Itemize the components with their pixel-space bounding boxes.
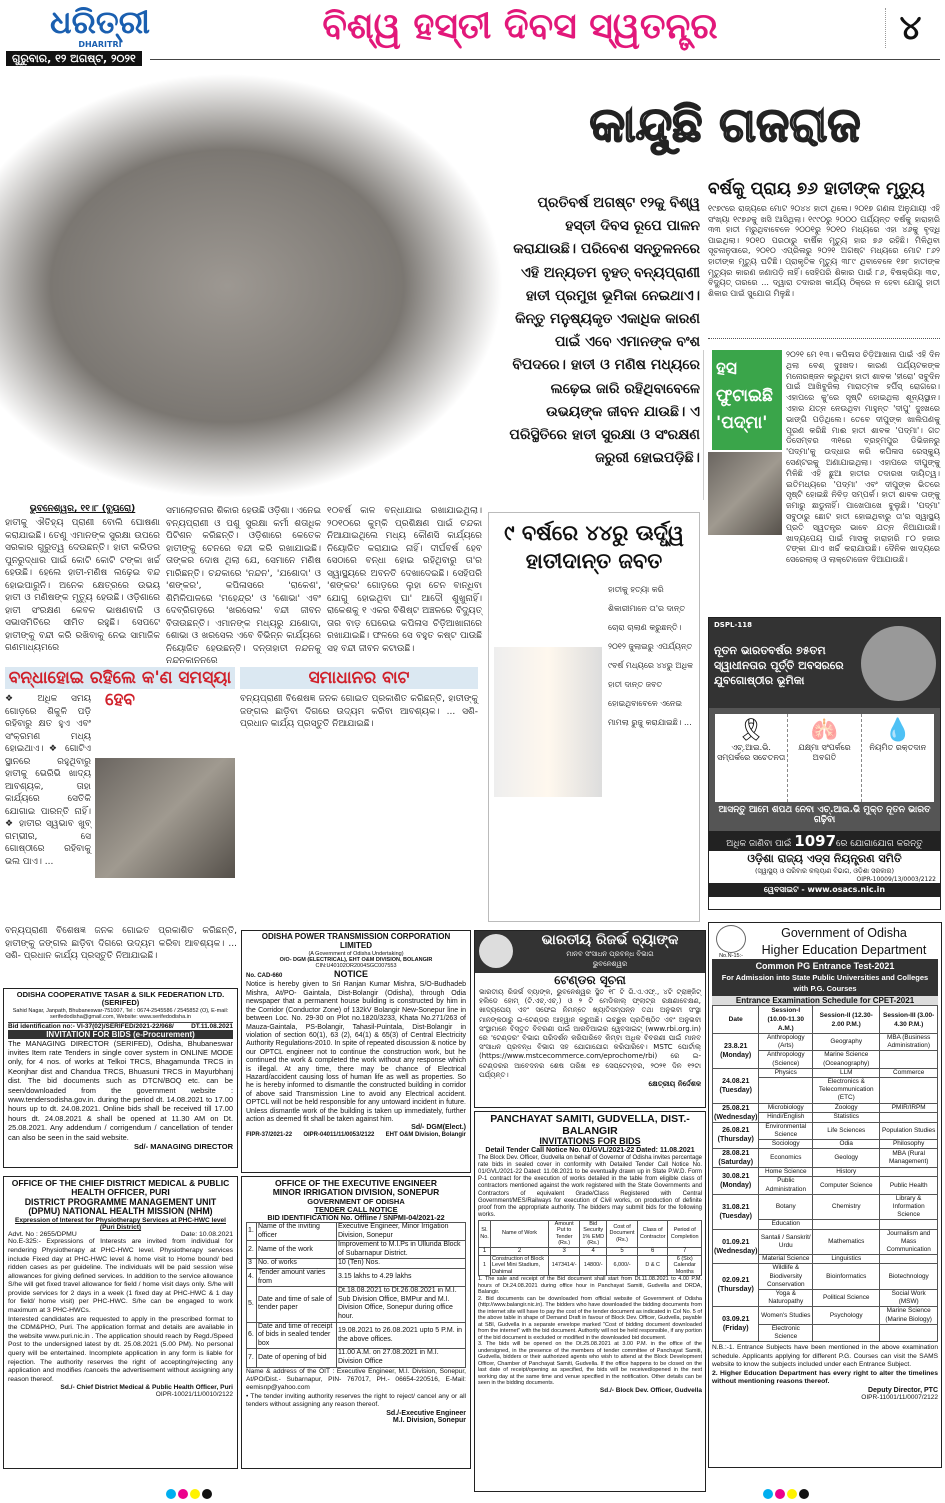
schedule-subject: Anthropology (Arts) [759, 1034, 813, 1051]
minor-irrigation-tender-ad [241, 1176, 471, 1469]
schedule-subject: Psychology [813, 1307, 880, 1324]
table-cell: 6,000/- [607, 1255, 638, 1276]
detail-cell: 10 (Ten) Nos. [337, 1259, 466, 1269]
serifed-bar: INVITATION FOR BIDS (e-Procurement) [8, 1030, 233, 1039]
schedule-date: 28.08.21 (Saturday) [713, 1149, 759, 1168]
table-cell: D & C [637, 1255, 667, 1276]
optcl-sub1: (A Government of Odisha Undertaking) [308, 950, 404, 957]
bid-id: Bid identification no:- VI-37(02)/SERIFED/2021-22/968/ [8, 1022, 174, 1030]
schedule-subject: Chemistry [813, 1194, 880, 1220]
ee-sign1: Sd./-Executive Engineer [386, 1409, 466, 1417]
schedule-subject: Electronic Science [759, 1324, 813, 1341]
youth-photo [861, 626, 936, 701]
table-cell: 1473414/- [549, 1255, 580, 1276]
schedule-subject: Life Sciences [813, 1122, 880, 1139]
detail-cell: Improvement to M.I.Ps in Ullunda Block of Subarnapur District. [337, 1241, 466, 1259]
schedule-subject: Yoga & Naturopathy [759, 1290, 813, 1307]
serifed-address: Sahid Nagar, Janpath, Bhubaneswar-751007, Tel : 0674-2545586 / 2545852 (O), E-mail: serifedodisha@gmail.com, Website: www.serifedodisha.in [12, 1007, 229, 1020]
detail-cell: Name of the inviting officer [257, 1223, 337, 1241]
schedule-row [713, 1122, 938, 1139]
table-cell: 4 [580, 1247, 607, 1255]
panchayat-sign: Sd./- Block Dev. Officer, Gudvella [599, 1386, 702, 1394]
schedule-subject: Population Studies [880, 1122, 938, 1139]
detail-row [247, 1269, 466, 1287]
ivory-box [488, 512, 700, 922]
optcl-no-row: No. CAD-660 NOTICE [246, 969, 369, 980]
rbi-sub: ମାନବ ସଂସାଧନ ପ୍ରବନ୍ଧ ବିଭାଗ [566, 950, 654, 958]
optcl-title: ODISHA POWER TRANSMISSION CORPORATION LIMITED [261, 932, 451, 950]
ee-title3: GOVERNMENT OF ODISHA [307, 1196, 405, 1206]
page-title: ବିଶ୍ୱ ହସ୍ତୀ ଦିବସ ସ୍ୱତନ୍ତ୍ର [322, 6, 718, 47]
rbi-heading: ଟେଣ୍ଡର ସୂଚନା [554, 973, 626, 987]
panchayat-sub: INVITATIONS FOR BIDS [539, 1136, 641, 1147]
table-cell: 1 [479, 1247, 491, 1255]
ad-oipr: OIPR-10009/13/0003/2122 [856, 876, 936, 883]
odisha-emblem: No.N-15:- [712, 925, 750, 959]
registration-marks [165, 1484, 213, 1503]
table-cell: 2 [491, 1247, 549, 1255]
schedule-subject: Santali / Sanskrit/ Urdu [759, 1229, 813, 1255]
table-cell: Construction of Block Level Mini Stadium, Dahimal [491, 1255, 549, 1276]
schedule-subject: Zoology [813, 1103, 880, 1113]
lead-column-1: ହାତୀକୁ ଐତିହ୍ୟ ପ୍ରାଣୀ ବୋଲି ଘୋଷଣା କରାଯାଇଛି। ତେଣୁ ଏମାନଙ୍କ ସୁରକ୍ଷା ଉପରେ ସରକାର ଗୁରୁତ୍ୱ ଦେଉଛନ୍ତି। ହାତୀ କରିଡର ପୁନରୁଦ୍ଧାର ପାଇଁ କୋଟି କୋଟି ଟଙ୍କା ଖର୍ଚ୍ଚ ହେଉଛି। ହେଲେ ହାତୀ-ମଣିଷ ଲଢ଼େଇ ବନ୍ଦ ହୋଇପାରୁନି। ଅନେକ କ୍ଷେତ୍ରରେ ଉଭୟ ହାତୀ ଓ ମଣିଷଙ୍କ ମୃତ୍ୟୁ ହେଉଛି। ଓଡ଼ିଶାରେ ହାତୀ ସଂରକ୍ଷଣ କେବଳ ଭାଷଣବାଜି ଓ ସଭାସମିତିରେ ସୀମିତ ରହୁଛି। ସେପଟେ ହାତୀଙ୍କୁ ବନ୍ଦୀ କରି ରଖିବାକୁ ନେଇ ସାମାଜିକ ଗଣମାଧ୍ୟମରେ [5, 518, 160, 653]
problems-body: ❖ ଅଧିକ ସମୟ ଗୋଡ଼ରେ ଶିକୁଳି ପଡ଼ି ରହିବାରୁ କ୍ଷତ ହୁଏ ଏବଂ ସଂକ୍ରମଣ ମଧ୍ୟ ହୋଇଥାଏ। ❖ ଗୋଟିଏ ସ୍ଥାନରେ ରହୁଥିବାରୁ ହାତୀକୁ ଭେରିଭି ଖାଦ୍ୟ ଆବଶ୍ୟକ, ତାହା କାର୍ଯ୍ୟରେ ସେତିକି ଯୋଗାଇ ପାରନ୍ତି ନାହିଁ। ❖ ହାତୀର ସ୍ୱଭାବ ଖୁବ୍ ଗମ୍ଭୀର, ସେ ଗୋଷ୍ଠୀରେ ରହିବାକୁ ଭଲ ପାଏ। ... [5, 694, 91, 867]
schedule-subject: Mathematics [813, 1229, 880, 1255]
he-bar: Common PG Entrance Test-2021 For Admission into State Public Universities and Colleges with P.G. Courses [712, 959, 938, 996]
detail-row [247, 1287, 466, 1322]
column-header: Session-II (12.30-2.00 P.M.) [813, 1006, 880, 1034]
ee-bid-id: BID IDENTIFICATION No. Offline / SNPMI-04/2021-22 [267, 1213, 445, 1223]
bid-date: DT.11.08.2021 [191, 1022, 233, 1030]
ribbon-icon: 🎗 [737, 718, 766, 743]
detail-cell: Executive Engineer, Minor Irrigation Division, Sonepur [337, 1223, 466, 1241]
optcl-cin: CIN:U40102OR2004SGC007553 [315, 963, 397, 970]
ad-headline: ନୂତନ ଭାରତବର୍ଷର ୭୫ତମ ସ୍ୱାଧୀନତାର ପୂର୍ତ୍ତି ଅବସରରେ ଯୁବଗୋଷ୍ଠୀର ଭୂମିକା [714, 644, 844, 687]
schedule-subject: Microbiology [759, 1103, 813, 1113]
he-schedule-title: Entrance Examination Schedule for CPET-2021 [712, 996, 938, 1005]
schedule-subject: Wildlife & Biodiversity Conservation [759, 1264, 813, 1290]
optcl-sub2: O/O- DGM (ELECTRICAL), EHT O&M DIVISION, BOLANGIR [279, 956, 433, 963]
lungs-icon: 🫁 [810, 718, 839, 743]
optcl-footer: FIPR-37/2021-22 OIPR-04011/11/0053/2122 EHT O&M Division, Bolangir [246, 1132, 466, 1139]
he-oipr: OIPR-11001/11/0007/2122 [861, 1393, 938, 1401]
ee-sign2: M.I. Division, Sonepur [392, 1416, 466, 1424]
schedule-row [713, 1307, 938, 1324]
schedule-subject: Geology [813, 1149, 880, 1168]
schedule-subject [813, 1220, 880, 1229]
schedule-subject: Linguistics [813, 1255, 880, 1264]
panchayat-bids-ad [474, 1111, 706, 1492]
he-nb2: 2. Higher Education Department has every right to alter the timelines without mentioning reasons thereof. [712, 1369, 938, 1386]
ee-address: Name & address of the OIT : Executive Engineer, M.I. Division, Sonepur, At/PO/Dist.- Subarnapur, PIN- 767017, PH.- 06654-220516, E-Mail: eemisnp@yahoo.com [246, 1367, 466, 1392]
schedule-subject: Electronics & Telecommunication (ETC) [813, 1078, 880, 1104]
cdmo-oipr: OIPR-10021/11/0010/2122 [155, 1391, 233, 1399]
schedule-subject: Public Health [880, 1177, 938, 1194]
table-cell: Sl. No. [479, 1220, 491, 1247]
cdmo-advt: Advt. No : 2655/DPMU [8, 1231, 77, 1239]
detail-row [247, 1259, 466, 1269]
dateline: ଭୁବନେଶ୍ୱର, ୧୧।୮ (ବ୍ୟୁରୋ) [29, 504, 136, 514]
lead-headline: କାନ୍ଦୁଛି ଗଜରାଜ [589, 97, 861, 153]
rbi-city: ଭୁବନେଶ୍ୱର [592, 960, 628, 968]
schedule-row [713, 1068, 938, 1077]
detail-row [247, 1349, 466, 1367]
schedule-subject [880, 1220, 938, 1229]
schedule-subject: Philosophy [880, 1140, 938, 1149]
schedule-subject: MBA (Rural Management) [880, 1149, 938, 1168]
schedule-subject [880, 1051, 938, 1068]
schedule-subject: LLM [813, 1068, 880, 1077]
table-cell: 14800/- [580, 1255, 607, 1276]
detail-cell: 3 [247, 1259, 257, 1269]
ee-title2: MINOR IRRIGATION DIVISION, SONEPUR [272, 1187, 440, 1198]
he-title1: Government of Odisha [781, 926, 907, 940]
schedule-row [713, 1229, 938, 1255]
detail-cell: 5. [247, 1287, 257, 1322]
schedule-date: 02.09.21 (Thursday) [713, 1264, 759, 1307]
schedule-subject: Physics [759, 1068, 813, 1077]
solution-heading: ସମାଧାନର ବାଟ [240, 667, 478, 689]
column-header: Session-I (10.00-11.30 A.M.) [759, 1006, 813, 1034]
ee-note: • The tender inviting authority reserves the right to reject/ cancel any or all tenders without assigning any reason thereof. [246, 1392, 466, 1409]
schedule-date: 01.09.21 (Wednesday) [713, 1229, 759, 1264]
cdmo-subject: Expression of Interest for Physiotherapy Services at PHC-HWC level (Puri District) [15, 1217, 226, 1232]
table-cell: 6 [637, 1247, 667, 1255]
schedule-subject: Anthropology (Science) [759, 1051, 813, 1068]
ee-title1: OFFICE OF THE EXECUTIVE ENGINEER [275, 1178, 437, 1188]
detail-cell: No. of works [257, 1259, 337, 1269]
table-cell: Period of Completion [668, 1220, 702, 1247]
registration-marks-right [762, 1484, 810, 1503]
detail-cell: Name of the work [257, 1241, 337, 1259]
lead-column-3: ୧୦ବର୍ଷ କାଳ ବନ୍ଧାଯାଇ ରଖାଯାଇଥିଲା। ୨୦୧୦ରେ କୁମ୍କି ପ୍ରଶିକ୍ଷଣ ପାଇଁ ଚନ୍ଦକା ନିଆଯାଇଥିଲେ ମଧ୍ୟ କୌଣସି କାର୍ଯ୍ୟରେ ନିୟୋଜିତ କରାଯାଇ ନାହିଁ। ଦୀର୍ଘବର୍ଷ ହେବ ସେଠାରେ ବନ୍ଧା ହୋଇ ରହିଥିବାରୁ ତା'ର ସ୍ୱାସ୍ଥ୍ୟରେ ଅବନତି ଦେଖାଦେଇଛି। ସେହିପରି 'ଶଙ୍କର' ଗୋଡ଼ରେ ଲୁହା ଚେନ ବାନ୍ଧିବା ଯୋଗୁ ହୋଇଥିବା ଘା' ଆଦୌ ଶୁଖୁନାହିଁ। ରାକେଶକୁ ୧ ଏକର ବିଶିଷ୍ଟ ଅଞ୍ଚଳରେ ବିଦ୍ୟୁତ୍ ତାର ବାଡ଼ ଘେରେଇ କପିଳାସ ଚିଡ଼ିଆଖାନାରେ ରଖାଯାଇଛି। ଫଳରେ ସେ ବହୁତ କଷ୍ଟ ପାଉଛି ସହ ବନ୍ଦୀ ଜୀବନ କଟାଉଛି। [327, 506, 482, 654]
schedule-subject: PMIR/IRPM [880, 1103, 938, 1113]
schedule-date: 03.09.21 (Friday) [713, 1307, 759, 1342]
detail-cell: Dt.18.08.2021 to Dt.26.08.2021 in M.I. Sub Division Office, BMPur and M.I. Division Office, Sonepur during office hour. [337, 1287, 466, 1322]
schedule-subject: Home Science [759, 1168, 813, 1177]
elephant-photo [0, 72, 505, 500]
schedule-row [713, 1149, 938, 1168]
cdmo-body1: No.E-325:- Expressions of Interests are invited from individual for rendering Physiotherapy at PHC-HWC level. Physiotherapy services include Fixed day at PHC-HWC level & home visit to Home bound/ bed ridden cases as per guideline. The individuals will be paid session wise allowances for giving defined services. In addition to the service allowance S/he will get fixed travel allowance for field / home visit days only. S/he will provide services for 2 days in a week (1 fixed day at PHC-HWC & 1 day for field/ home visit) per PHC-HWC. S/he can be engaged to work maximum at 3 PHC-HWCs. [8, 1238, 233, 1315]
aids-awareness-ad [708, 617, 941, 910]
cdmo-sign: Sd./- Chief District Medical & Public Health Officer, Puri [60, 1384, 233, 1392]
schedule-row [713, 1168, 938, 1177]
column-header: Date [713, 1006, 759, 1034]
column-divider [703, 350, 704, 500]
he-sign: Deputy Director, PTC [867, 1386, 938, 1394]
schedule-date: 26.08.21 (Thursday) [713, 1122, 759, 1149]
osacs-website-link[interactable]: ୱେବସାଇଟ - www.osacs.nic.in [709, 883, 940, 897]
ee-title4: TENDER CALL NOTICE [314, 1204, 398, 1214]
detail-cell: Date and time of receipt of bids in sealed tender box [257, 1322, 337, 1349]
solution-continued: ବନ୍ୟପ୍ରାଣୀ ବିଶେଷଜ୍ଞ ଜନକ ଗୋଇତ ପ୍ରକାଶିତ କରିଛନ୍ତି, ହାତୀଙ୍କୁ ଜଙ୍ଗଲ ଛାଡ଼ିବା ଦିଗରେ ଉଦ୍ୟମ କରିବା ଆବଶ୍ୟକ। ... ସଶି- ପ୍ରଧାନ କାର୍ଯ୍ୟ ପ୍ରସ୍ତୁତି ନିଆଯାଇଛି। [5, 926, 237, 961]
schedule-subject [880, 1113, 938, 1123]
table-cell: Class of Contractor [637, 1220, 667, 1247]
detail-cell: Date of opening of bid [257, 1349, 337, 1367]
bid-note: 1. The sale and receipt of the Bid document shall start from Dt.11.08.2021 to 4.00 P.M. hours of Dt.24.08.2021 during office hour in Panchayat Samiti, Gudvella and DRDA, Balangir. [478, 1276, 702, 1295]
schedule-date: 24.08.21 (Tuesday) [713, 1068, 759, 1103]
detail-cell: 19.08.2021 to 26.08.2021 upto 5 P.M. in the above offices. [337, 1322, 466, 1349]
table-cell: Amount Put to Tender (Rs.) [549, 1220, 580, 1247]
serifed-title: ODISHA COOPERATIVE TASAR & SILK FEDERATION LTD. (SERIFED) [16, 990, 225, 1008]
schedule-subject: Journalism and Mass Communication [880, 1229, 938, 1255]
tb-item: 🫁 ଯକ୍ଷ୍ମା ସଂପର୍କରେ ଅବଗତି [788, 714, 861, 802]
optcl-notice-ad [241, 930, 471, 1173]
lead-column-2: ସମାଲୋଚନାର ଶିକାର ହେଉଛି ଓଡ଼ିଶା। ଏନେଇ ବନ୍ୟପ୍ରାଣୀ ଓ ପଶୁ ସୁରକ୍ଷା କର୍ମୀ ଶତାଧିକ ପିଟିଶନ କରିଛନ୍ତି। ଓଡ଼ିଶାରେ କେତେକ ହାତୀଙ୍କୁ ଚେନରେ ବନ୍ଦୀ କରି ରଖାଯାଇଛି। ତାଙ୍କର ଦୋଷ ଥିଲା ଯେ, ସେମାନେ ମଣିଷ ମାରିଛନ୍ତି। ଚନ୍ଦକାରେ 'ନନ୍ଦନ', 'ଯଶୋଦା' ଓ 'ଶଙ୍କର', କପିଳାସରେ 'ରାକେଶ', ଶିମିଳିପାଳରେ 'ମହେନ୍ଦ୍ର' ଓ 'ଶୋଭା' ଏବଂ ଦେବ୍ରିଗଡ଼ରେ 'ଖରସେଲ' ବନ୍ଦୀ ଜୀବନ ବିତାଉଛନ୍ତି। ଏମାନଙ୍କ ମଧ୍ୟରୁ ଯଶୋଦା, ଶୋଭା ଓ ଖରସେଲ ଏବେ ବିଭିନ୍ନ କାର୍ଯ୍ୟରେ ନିୟୋଜିତ ହେଉଛନ୍ତି। ଦନ୍ତାହାତୀ ନନ୍ଦନକୁ ନନ୍ଦନକାନନରେ [166, 506, 321, 666]
table-cell: 3 [549, 1247, 580, 1255]
schedule-subject [880, 1078, 938, 1104]
table-cell: Cost of Document (Rs.) [607, 1220, 638, 1247]
ivory-headline: ୯ ବର୍ଷରେ ୪୪ରୁ ଊର୍ଦ୍ଧ୍ୱ ହାତୀଦାନ୍ତ ଜବତ [504, 521, 684, 573]
schedule-subject: Library & Information Science [880, 1194, 938, 1220]
bid-note: 3. The bids will be opened on the Dt.25.08.2021 at 3.00 P.M. in the office of the undersigned, in the presence of the members of tender committee of Panchayat Samiti, Gudvella, bidders or their authorized agents who wish to attend at the Block Development Officer, Chamber of Panchayat Samiti, Gudvella. If the office happens to be closed on the last date of receipt/opening as specified, the bids will be received/opened in the next working day at the same time and venue specified in the notification. Other details can be seen in the bidding documents. [478, 1341, 702, 1386]
padma-photo [708, 452, 782, 535]
schedule-date: 23.8.21 (Monday) [713, 1034, 759, 1069]
detail-cell: 11.00 A.M. on 27.08.2021 in M.I. Division Office [337, 1349, 466, 1367]
rbi-body: ଭାରତୀୟ ରିଜର୍ଭ ବ୍ୟାଙ୍କ, ଭୁବନେଶ୍ୱର ସ୍ଥିତ ୧୮ ଟି ଗି.ଏ.ଏଫ୍., ୪ଟି ଟ୍ରାଞ୍ଜିଟ୍ ହଲିଡେ ହୋମ୍ (ଟି.ଏଚ୍.ଏଚ୍.) ଓ ୨ ଟି ମେଡିକାଲ୍ ଫ୍ଲାଟ୍‌ର ରକ୍ଷଣାବେକ୍ଷଣ, ଖାଦ୍ୟପେୟ ଏବଂ ସଫେଇ ନିମନ୍ତେ ଖ୍ୟାତିସମ୍ପନ୍ନ ତଥା ଅନୁଭବୀ ସଂସ୍ଥା ମାନଙ୍କଠାରୁ ଇ-ଟେଣ୍ଡର ଆହ୍ୱାନ କରୁଅଛି। ଇଚ୍ଛୁକ ପ୍ରତିଷ୍ଠିତ ଏବଂ ଅନୁଭବୀ ସଂସ୍ଥାମାନେ ବିସ୍ତୃତ ବିବରଣୀ ପାଇଁ ଆରବିଆଇର ୱେବସାଇଟ୍ (www.rbi.org.in) ରେ 'ଟେଣ୍ଡର' ବିଭାଗ ପରିଦର୍ଶନ କରିପାରିବେ କିମ୍ବା ଅଧିକ ବିବରଣୀ ପାଇଁ ମାନବ ସଂସାଧନ ପ୍ରବନ୍ଧ ବିଭାଗ ସହ ଯୋଗାଯୋଗ କରିପାରିବେ। MSTC ପୋର୍ଟାଲ୍ (https://www.mstcecommerce.com/eprochome/rbi) ରେ ଇ-ଟେଣ୍ଡରର ଆବେଦନର ଶେଷ ତାରିଖ ୧୭ ସେପ୍ଟେମ୍ବର, ୨୦୨୧ ଦିନ ୧୨ଟା ପର୍ଯ୍ୟନ୍ତ। [479, 988, 701, 1079]
detail-cell: 2. [247, 1241, 257, 1259]
schedule-subject: Statistics [813, 1113, 880, 1123]
detail-cell: 4. [247, 1269, 257, 1287]
ad-code: DSPL-118 [714, 621, 752, 629]
schedule-row [713, 1264, 938, 1290]
ad-pledge: ଆସନ୍ତୁ ଆମେ ଶପଥ ନେବା ଏଚ୍.ଆଇ.ଭି ମୁକ୍ତ ନୂତନ ଭାରତ ଗଢ଼ିବା [718, 805, 931, 825]
schedule-subject: Bioinformatics [813, 1264, 880, 1290]
higher-education-ad [708, 922, 942, 1468]
detail-cell: Tender amount varies from [257, 1269, 337, 1287]
schedule-subject: Education [759, 1220, 813, 1229]
panchayat-title: PANCHAYAT SAMITI, GUDVELLA, DIST.- BALANGIR [490, 1113, 690, 1137]
schedule-subject: History [813, 1168, 880, 1177]
serifed-ad [3, 988, 238, 1168]
schedule-row [713, 1103, 938, 1113]
schedule-subject: Odia [813, 1140, 880, 1149]
ivory-body: ହାତୀକୁ ହତ୍ୟା କରି ଶିକାରୀମାନେ ତା'ର ଦାନ୍ତ ଚୋରା ଚାଲାଣ କରୁଛନ୍ତି। ୨୦୧୨ ଜୁଲାଇରୁ ଏପର୍ଯ୍ୟନ୍ତ ୯ବର୍ଷ ମଧ୍ୟରେ ୪୪ରୁ ଅଧିକ ହାତୀ ଦାନ୍ତ ଜବତ ହୋଇଥିବାବେଳେ ଏନେଇ ମାମଲା ରୁଜୁ କରାଯାଇଛି। ... [608, 585, 693, 727]
schedule-subject: Women's Studies [759, 1307, 813, 1324]
padma-tag: ହସ ଫୁଟାଇଛି 'ପଦ୍ମା' [712, 350, 782, 450]
schedule-row [713, 1194, 938, 1220]
schedule-subject: Economics [759, 1149, 813, 1168]
schedule-subject: Commerce [880, 1068, 938, 1077]
detail-row [247, 1241, 466, 1259]
schedule-subject [880, 1324, 938, 1341]
page-number: ୪ [885, 8, 935, 48]
optcl-sign: Sd/- DGM(Elect.) [411, 1124, 466, 1132]
schedule-subject [880, 1255, 938, 1264]
blood-drop-icon: 💧 [884, 718, 912, 743]
serifed-sign: Sd/- MANAGING DIRECTOR [133, 1141, 233, 1151]
detail-cell: 6. [247, 1322, 257, 1349]
divider [708, 338, 940, 339]
serifed-body: The MANAGING DIRECTOR (SERIFED), Odisha, Bhubaneswar invites Item rate Tenders in single cover system in ONLINE MODE only, for 4 nos. of works at Telkoi TRCS, Bhagamunda TRCS in Keonjhar dist and Chandua TRCS, Bhuasuni TRCS in Mayurbhanj dist. The bid documents such as DTCN/BOQ etc. can be seen/downloaded from the government website : www.tendersodisha.gov.in. during the period dt. 14.08.2021 to 17.00 hours up to dt. 24.08.2021. Online bids shall be received till 17.00 hours dt. 24.08.2021 & shall be opened at 11.30 AM on Dt. 25.08.2021. Any addendum / corrigendum / cancellation of tender can also be seen in the said website. [8, 1038, 233, 1142]
solution-body: ବନ୍ୟପ୍ରାଣୀ ବିଶେଷଜ୍ଞ ଜନକ ଗୋଇତ ପ୍ରକାଶିତ କରିଛନ୍ତି, ହାତୀଙ୍କୁ ଜଙ୍ଗଲ ଛାଡ଼ିବା ଦିଗରେ ଉଦ୍ୟମ କରିବା ଆବଶ୍ୟକ। ... ସଶି- ପ୍ରଧାନ କାର୍ଯ୍ୟ ପ୍ରସ୍ତୁତି ନିଆଯାଇଛି। [240, 694, 478, 729]
problems-column [5, 693, 235, 923]
schedule-subject: Social Work (MSW) [880, 1290, 938, 1307]
schedule-subject: Sociology [759, 1140, 813, 1149]
table-cell: Bid Security 1% EMD (Rs.) [580, 1220, 607, 1247]
schedule-subject: Environmental Science [759, 1122, 813, 1139]
table-cell: 7 [668, 1247, 702, 1255]
ad-org-sub: (ସ୍ୱାସ୍ଥ୍ୟ ଓ ପରିବାର କଲ୍ୟାଣ ବିଭାଗ, ଓଡ଼ିଶା ସରକାର) [754, 867, 894, 875]
masthead-rule [150, 59, 940, 60]
schedule-subject: Botany [759, 1194, 813, 1220]
panchayat-notice-no: Detail Tender Call Notice No. 01/GVL/2021-22 Dated: 11.08.2021 [485, 1146, 695, 1154]
schedule-subject: Material Science [759, 1255, 813, 1264]
ad-org: ଓଡ଼ିଶା ରାଜ୍ୟ ଏଡ୍‌ସ ନିୟନ୍ତ୍ରଣ ସମିତି [747, 852, 902, 865]
hiv-item: 🎗 ଏଚ୍.ଆଇ.ଭି. ସମ୍ପର୍କରେ ସଚେତନତା [715, 714, 788, 802]
table-cell: Name of Work [491, 1220, 549, 1247]
optcl-body: Notice is hereby given to Sri Ranjan Kumar Mishra, S/O-Budhadeb Mishra, At/PO- Gaintala, Dist-Bolangir (Odisha), through Odia newspaper that a permanent house building is constructed by him in the Corridor (Conductor Zone) of 132kV Bolangir New-Sonepur line in between Loc. No. 29-30 on Plot no.1820/3233, Khata No.271/263 of Mauza-Gaintala, PS-Bolangir, Tahasil-Puintala, Dist-Bolangir in violation of section 60(1), 63 (2), 64(1) & 65(3) of Central Electricity Authority Regulations-2010. In spite of repeated discussion & notice by our OPTCL engineer not to continue the construction work, but he continued the work & completed the work without any response which is illegal. At any time, there may be chance of Electrical Hazard/accident causing loss of human life as well as properties. So he is hereby informed to dismantle the constructed building in corridor of above said Transmission Line to avoid any Electrical accident. OPTCL will not be held responsible for any untoward incident in future. Unless dismantle work of the building is taken up immediately, further action as deemed fit shall be taken against him. [246, 981, 466, 1123]
schedule-subject: Marine Science (Oceanography) [813, 1051, 880, 1068]
problems-heading: ବନ୍ଧାହୋଇ ରହିଲେ କ'ଣ ସମସ୍ୟା ହେବ [5, 667, 235, 689]
schedule-subject [813, 1324, 880, 1341]
schedule-date: 30.08.21 (Monday) [713, 1168, 759, 1195]
deaths-body: ୧୯୭୯ରେ ରାଜ୍ୟରେ ମୋଟ ୨୦୪୪ ହାତୀ ଥିଲେ। ୨୦୧୭ ଗଣନା ଅନୁଯାୟୀ ଏହି ସଂଖ୍ୟା ୧୯୭୬କୁ ଖସି ଆସିଥିଲା। ୧୯୯୦ରୁ ୨୦୦୦ ପର୍ଯ୍ୟନ୍ତ ବର୍ଷକୁ ହାରାହାରି ୩୩ ହାତୀ ମରୁଥିବାବେଳେ ୨୦୦୧ରୁ ୨୦୧୦ ମଧ୍ୟରେ ଏହା ୪୬କୁ ବୃଦ୍ଧି ପାଇଥିଲା। ୨୦୧୦ ପରଠାରୁ ବାର୍ଷିକ ମୃତ୍ୟୁ ହାର ୭୬ ରହିଛି। ମିଳିଥିବା ସୂଚନାନୁସାରେ, ୨୦୧୦ ଏପ୍ରିଲରୁ ୨୦୨୧ ଅଗଷ୍ଟ ମଧ୍ୟରେ ମୋଟ ୮୬୨ ହାତୀଙ୍କ ମୃତ୍ୟୁ ଘଟିଛି। ପ୍ରାକୃତିକ ମୃତ୍ୟୁ ୩୮୯ ଥିବାବେଳେ ୧୭୮ ହାତୀଙ୍କ ମୃତ୍ୟୁର କାରଣ ଜଣାପଡ଼ି ନାହିଁ। ସେହିପରି ଶିକାର ପାଇଁ ୮୬, ବିଷକ୍ରିୟା ୩ଚ, ବିଦ୍ୟୁତ୍ ତାରରେ ... ଦ୍ୱାରା ତଦାରଖ କାର୍ଯ୍ୟ ଠିକ୍‌ରେ ନ ହେବା ଯୋଗୁ ହାତୀ ଶିକାର ପାଇଁ ସୁଯୋଗ ମିଳୁଛି। [708, 204, 940, 298]
cdmo-puri-ad [3, 1176, 238, 1469]
table-cell: 1 [479, 1255, 491, 1276]
schedule-subject: Geography [813, 1034, 880, 1051]
panchayat-body: The Block Dev. Officer, Gudvella on behalf of Governor of Odisha invites percentage rate bids in sealed cover in conformity with Detailed Tender Call Notice No. 01/GVL/2021-22 Dated: 11.08.2021 to be eventually drawn up in State P.W.D. Form P-1 contract for the execution of works detailed in the table from eligible class of contractors mentioned against the work registered with the State Governments and Contractors of equivalent Grade/Class Registered with Central Government/MES/Railways for execution of Civil works, on production of definite proof from the appropriate authority. The bidders may submit bids for the following works. [478, 1154, 702, 1219]
he-nb1: N.B.:-1. Entrance Subjects have been mentioned in the above examination schedule. Applicants applying for different P.G. Courses can visit the SAMS website to know the subjects included under each Entrance Subject. [712, 1344, 938, 1369]
cdmo-date: Date: 10.08.2021 [180, 1231, 233, 1239]
cdmo-title: OFFICE OF THE CHIEF DISTRICT MEDICAL & PUBLIC HEALTH OFFICER, PURI [11, 1178, 230, 1198]
schedule-subject [759, 1078, 813, 1104]
lead-intro: ପ୍ରତିବର୍ଷ ଅଗଷ୍ଟ ୧୨କୁ ବିଶ୍ୱ ହସ୍ତୀ ଦିବସ ରୂପେ ପାଳନ କରାଯାଉଛି। ପରିବେଶ ସନ୍ତୁଳନରେ ଏହି ଅନ୍ୟତମ ବୃହତ୍ ବନ୍ୟପ୍ରାଣୀ ହାତୀ ପ୍ରମୁଖ ଭୂମିକା ନେଇଥାଏ। କିନ୍ତୁ ମନୁଷ୍ୟକୃତ ଏକାଧିକ କାରଣ ପାଇଁ ଏବେ ଏମାନଙ୍କ ବଂଶ ବିପଦରେ। ହାତୀ ଓ ମଣିଷ ମଧ୍ୟରେ ଲଢ଼େଇ ଜାରି ରହିଥିବାବେଳେ ଉଭୟଙ୍କ ଜୀବନ ଯାଉଛି। ଏ ପରିସ୍ଥିତିରେ ହାତୀ ସୁରକ୍ଷା ଓ ସଂରକ୍ଷଣ ଜରୁରୀ ହୋଇପଡ଼ିଛି। [509, 195, 700, 467]
blood-item: 💧 ନିୟମିତ ରକ୍ତଦାନ [862, 714, 934, 802]
padma-body: ୨୦୨୧ ମେ ୧୩। କପିଳାସ ଚିଡ଼ିଆଖାନା ପାଇଁ ଏହି ଦିନ ଥିଲା ବେଶ୍ ଦୁଃଖଦ। କାରଣ ପର୍ଯ୍ୟଟକଙ୍କ ମନୋରଞ୍ଜନ କରୁଥିବା ହାତୀ ଶାବକ 'ହୀରୋ' ସବୁଦିନ ପାଇଁ ଆଖିବୁଜିଲା ମାରାତ୍ମକ ହର୍ପିସ୍ ରୋଗରେ। ଏହାପରେ କୁ'ରେ ସୃଷ୍ଟି ହୋଇଥିଲା ଶୂନ୍ୟସ୍ଥାନ। ଏହାର ଯତ୍ନ ନେଉଥିବା ମାହୁନ୍ତ 'ଦୀପୁ' ଦୁଃଖରେ ଭାଙ୍ଗି ପଡ଼ିଥିଲେ। ତେବେ ଦୀପୁଙ୍କ ଖାଲିପଣକୁ ପୂରଣ କରିଛି ମାଈ ହାତୀ ଶାବକ 'ପଦ୍ମା'। ଗତ ଡିସେମ୍ବର ୩୧ରେ ବ୍ରହ୍ମପୁର ଡିଭିଜନରୁ 'ପଦ୍ମା'କୁ ଉଦ୍ଧାର କରି କପିଳାସ ରେସ୍କ୍ୟୁ ସେଣ୍ଟରକୁ ଅଣାଯାଇଥିଲା। ଏହାପରେ ଦୀପୁଙ୍କୁ ମିଳିଛି ଏହି ଛୁଆ ହାତୀର ତଦାରଖ ଦାୟିତ୍ୱ। ଇତିମଧ୍ୟରେ 'ପଦ୍ମା' ଏବଂ ଦୀପୁଙ୍କ ଭିତରେ ସୃଷ୍ଟି ହୋଇଛି ନିବିଡ଼ ସମ୍ପର୍କ। ହାତୀ ଶାବକ ତାଙ୍କୁ ଜମାରୁ ଛାଡୁନାହିଁ। ପାଖେପାଖେ ବୁଲୁଛି। 'ପଦ୍ମା' ସବୁଠାରୁ ଛୋଟ ହାତୀ ହୋଇଥିବାରୁ ତା'ର ସ୍ୱାସ୍ଥ୍ୟ ପ୍ରତି ସ୍ୱତନ୍ତ୍ର ଭାବେ ଯତ୍ନ ନିଆଯାଉଛି। ଖାଦ୍ୟପେୟ ପାଇଁ ମାସକୁ ହାରାହାରି ୮୦ ହଜାର ଟଙ୍କା ଯାଏ ଖର୍ଚ୍ଚ କରାଯାଉଛି। ଦୈନିକ ଖାଦ୍ୟରେ ସେରେଲାକ୍ ଓ ଲାକ୍ଟୋଜେନ ଦିଆଯାଉଛି। [786, 350, 940, 565]
schedule-subject: Hindi/English [759, 1113, 813, 1123]
rbi-sign: କ୍ଷେତ୍ରୀୟ ନିର୍ଦ୍ଦେଶକ [648, 1080, 701, 1089]
schedule-date: 25.08.21 (Wednesday) [714, 1104, 758, 1121]
detail-row [247, 1322, 466, 1349]
table-cell: 6 (Six) Calendar Months [668, 1255, 702, 1276]
schedule-row [713, 1034, 938, 1051]
detail-cell: 7. [247, 1349, 257, 1367]
detail-cell: 1. [247, 1223, 257, 1241]
newspaper-logo: ଧରିତ୍ରୀ DHARITRI [50, 3, 150, 49]
issue-date: ଗୁରୁବାର, ୧୨ ଅଗଷ୍ଟ, ୨୦୨୧ [6, 51, 142, 66]
column-header: Session-III (3.00-4.30 P.M.) [880, 1006, 938, 1034]
detail-cell: Date and time of sale of tender paper [257, 1287, 337, 1322]
rbi-title: ଭାରତୀୟ ରିଜର୍ଭ ବ୍ୟାଙ୍କ [541, 932, 679, 948]
deaths-headline: ବର୍ଷକୁ ପ୍ରାୟ ୭୬ ହାତୀଙ୍କ ମୃତ୍ୟୁ [708, 179, 925, 199]
bid-note: 2. Bid documents can be downloaded from official website of Government of Odisha (http://www.balangir.nic.in). The bidders who have downloaded the bidding documents from the internet site will have to pay the cost of the tender document as indicated in Col No. 5 of the above table in shape of Demand Draft in favour of Block Dev. Officer, Gudvella, payable at SBI, Gudvella in a separate envelope marked "Cost of bidding document downloaded from the internet" with the bid document. Authority will not be held responsible, if any portion of the bid document is excluded or modified in the downloaded bid document. [478, 1295, 702, 1341]
cdmo-unit: DISTRICT PROGRAMME MANAGEMENT UNIT (DPMU) NATIONAL HEALTH MISSION (NHM) [24, 1196, 217, 1217]
schedule-subject: Public Administration [759, 1177, 813, 1194]
table-cell: 5 [607, 1247, 638, 1255]
schedule-subject: Biotechnology [880, 1264, 938, 1290]
schedule-subject [880, 1168, 938, 1177]
panchayat-works-table [478, 1220, 702, 1277]
schedule-subject: Marine Science (Marine Biology) [880, 1307, 938, 1324]
rbi-emblem-icon [479, 934, 513, 968]
cdmo-body2: Interested candidates are requested to apply in the prescribed format to the CDM&PHO, Puri. The application format and details are available in the website www.puri.nic.in . The application should reach by Regd./Speed Post to the undersigned latest by dt. 25.08.2021 (5.00 PM). No personal query will be entertained. Incomplete application in any form is liable for rejection. The authority reserves the right of accepting/rejecting any application and modifies /cancels the advertisement without assigning any reason thereof. [8, 1315, 233, 1383]
rbi-tender-ad [474, 930, 706, 1108]
detail-row [247, 1223, 466, 1241]
schedule-subject: MBA (Business Administration) [880, 1034, 938, 1051]
ivory-tusks-photo [494, 647, 602, 797]
schedule-subject: Computer Science [813, 1177, 880, 1194]
he-title2: Higher Education Department [761, 943, 927, 957]
ee-details-table [246, 1222, 466, 1368]
helpline: ଅଧିକ ଜାଣିବା ପାଇଁ 1097ରେ ଯୋଗାଯୋଗ କରନ୍ତୁ [709, 831, 940, 851]
detail-cell: 3.15 lakhs to 4.29 lakhs [337, 1269, 466, 1287]
cpet-schedule-table [712, 1005, 938, 1342]
schedule-date: 31.08.21 (Tuesday) [713, 1194, 759, 1229]
schedule-subject: Political Science [813, 1290, 880, 1307]
elephant-small-photo [95, 758, 235, 878]
